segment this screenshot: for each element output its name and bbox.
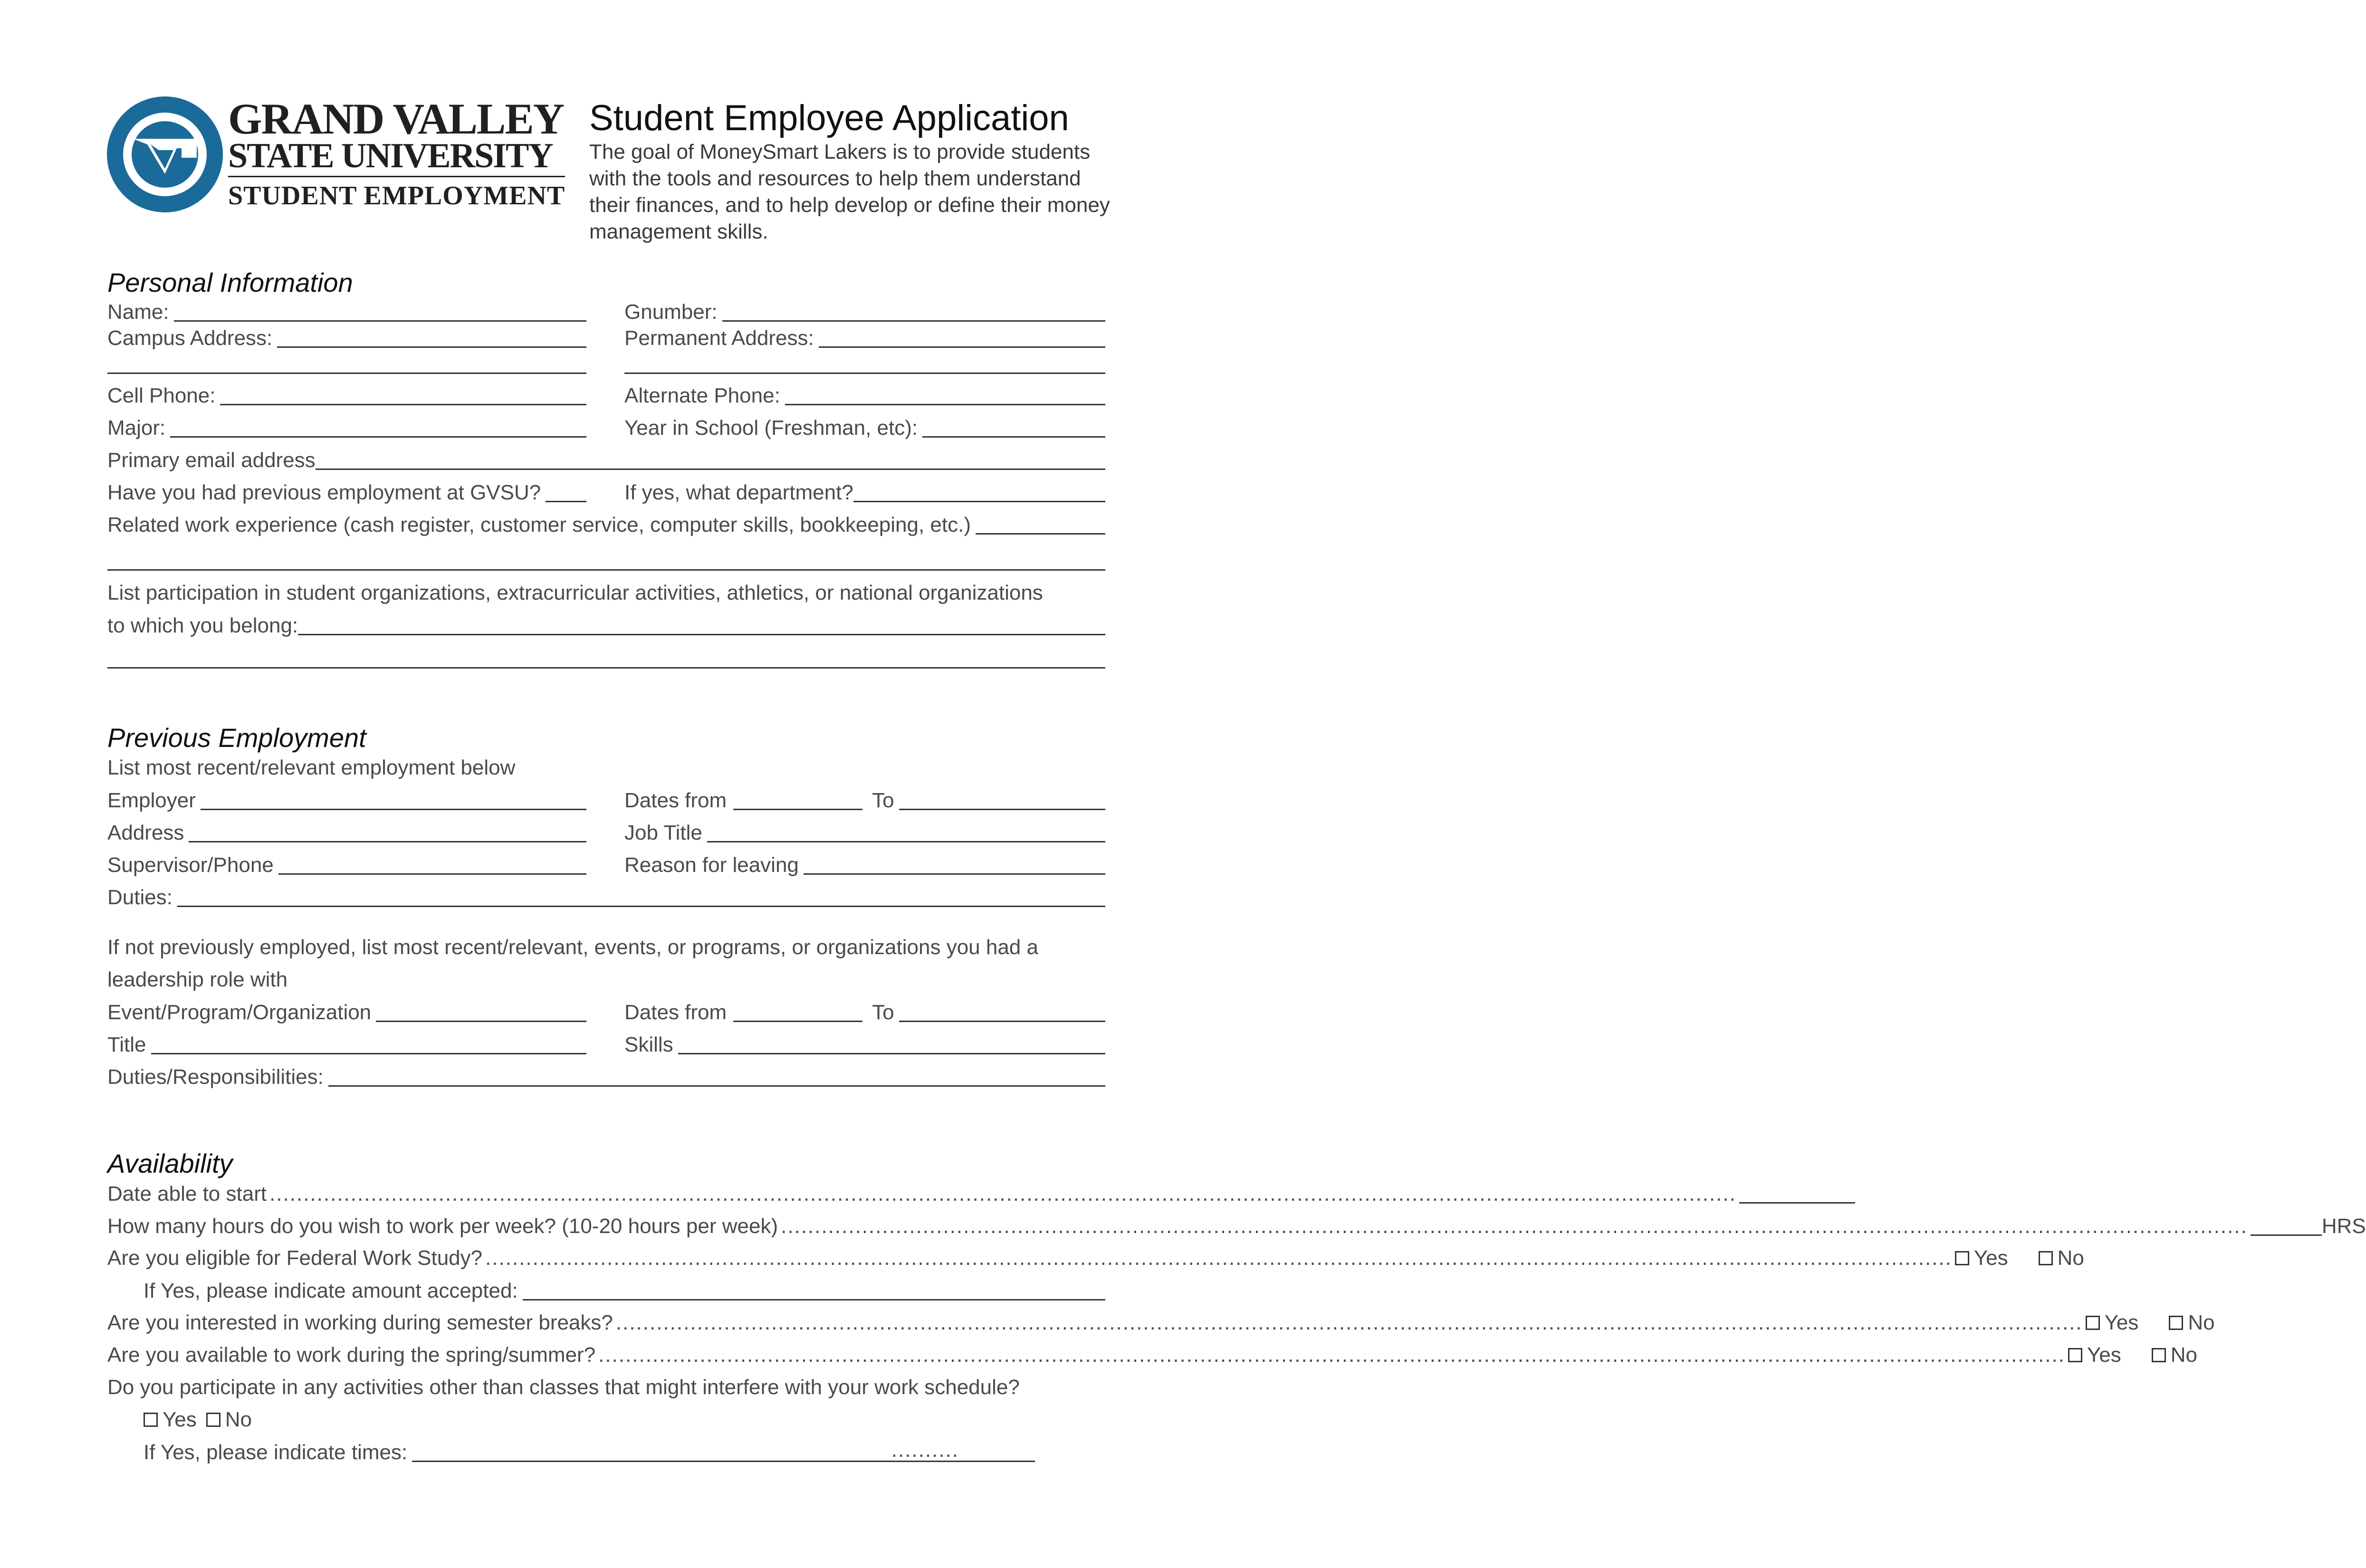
gnumber-line[interactable] <box>722 299 1105 322</box>
event-dates-from-label: Dates from <box>624 1001 727 1024</box>
gnumber-label: Gnumber: <box>624 300 718 324</box>
checkbox-icon[interactable] <box>144 1413 158 1427</box>
times-label: If Yes, please indicate times: <box>144 1441 408 1464</box>
responsibilities-label: Duties/Responsibilities: <box>107 1065 324 1089</box>
skills-line[interactable] <box>678 1032 1105 1054</box>
employer-address-line[interactable] <box>189 820 586 842</box>
year-in-school-label: Year in School (Freshman, etc): <box>624 416 918 440</box>
year-in-school-line[interactable] <box>922 415 1105 438</box>
start-date-leader: ......................................................................................................................................................................................................................... <box>269 1182 1736 1205</box>
breaks-yes[interactable] <box>2086 1310 2139 1335</box>
previous-gvsu-line[interactable] <box>546 480 586 502</box>
checkbox-icon[interactable] <box>1955 1251 1969 1265</box>
skills-field[interactable] <box>624 1032 1105 1057</box>
not-employed-prompt-2 <box>107 967 1105 992</box>
activities-no-label: No <box>225 1408 252 1431</box>
breaks-yes-label: Yes <box>2104 1311 2139 1334</box>
event-label: Event/Program/Organization <box>107 1001 372 1024</box>
gvsu-logo <box>105 95 565 219</box>
permanent-address-field[interactable] <box>624 325 1105 351</box>
skills-label: Skills <box>624 1033 673 1056</box>
times-field[interactable] <box>144 1440 1035 1465</box>
dates-from-label: Dates from <box>624 789 727 812</box>
employer-field[interactable] <box>107 788 586 813</box>
logo-line-2: STATE UNIVERSITY <box>228 136 553 175</box>
dates-to-label: To <box>872 789 894 812</box>
email-line[interactable] <box>316 448 1105 470</box>
department-field[interactable] <box>624 480 1105 505</box>
dates-from-line[interactable] <box>733 788 862 810</box>
summer-no-label: No <box>2170 1343 2197 1367</box>
supervisor-line[interactable] <box>278 852 586 875</box>
reason-line[interactable] <box>804 852 1105 875</box>
work-study-yes[interactable] <box>1955 1246 2008 1271</box>
name-label: Name: <box>107 300 169 324</box>
logo-line-3: STUDENT EMPLOYMENT <box>228 176 565 212</box>
start-date-line[interactable] <box>1739 1181 1855 1204</box>
work-study-label: Are you eligible for Federal Work Study? <box>107 1246 483 1270</box>
major-label: Major: <box>107 416 166 440</box>
previous-employment-heading: Previous Employment <box>107 723 366 753</box>
title-line[interactable] <box>151 1032 587 1054</box>
hours-line[interactable] <box>2251 1214 2322 1236</box>
campus-address-line-2[interactable] <box>107 373 586 374</box>
hours-leader: ......................................................................................................................................................................................................................... <box>781 1214 2248 1238</box>
employer-line[interactable] <box>201 788 586 810</box>
email-field[interactable] <box>107 448 1105 473</box>
times-line[interactable] <box>412 1440 1035 1462</box>
summer-label: Are you available to work during the spring/summer? <box>107 1343 596 1367</box>
work-study-yes-label: Yes <box>1973 1246 2008 1270</box>
breaks-label: Are you interested in working during semester breaks? <box>107 1311 613 1334</box>
related-work-label: Related work experience (cash register, customer service, computer skills, bookkeeping, etc.) <box>107 513 971 536</box>
activities-prompt <box>107 1375 1105 1400</box>
title-label: Title <box>107 1033 146 1056</box>
hours-field[interactable] <box>107 1214 2366 1239</box>
major-field[interactable] <box>107 415 586 440</box>
breaks-leader: ......................................................................................................................................................................................................................... <box>615 1311 2083 1334</box>
logo-line-1: GRAND VALLEY <box>228 95 564 143</box>
title-field[interactable] <box>107 1032 586 1057</box>
checkbox-icon[interactable] <box>206 1413 220 1427</box>
summer-yes-label: Yes <box>2087 1343 2121 1367</box>
previous-employment-subheading <box>107 755 515 780</box>
checkbox-icon[interactable] <box>2152 1348 2166 1362</box>
organizations-label-1: List participation in student organizations, extracurricular activities, athletics, or national organizations <box>107 581 1043 604</box>
responsibilities-line[interactable] <box>328 1064 1105 1087</box>
alternate-phone-label: Alternate Phone: <box>624 384 780 407</box>
activities-label: Do you participate in any activities other than classes that might interfere with your work schedule? <box>107 1376 1020 1399</box>
breaks-no[interactable] <box>2169 1310 2214 1335</box>
amount-line[interactable] <box>523 1278 1105 1300</box>
responsibilities-field[interactable] <box>107 1064 1105 1090</box>
start-date-field[interactable] <box>107 1181 1736 1206</box>
email-label: Primary email address <box>107 449 316 472</box>
activities-options[interactable] <box>144 1407 252 1432</box>
employer-address-label: Address <box>107 821 184 844</box>
organizations-field[interactable] <box>107 613 1105 638</box>
previous-subheading-label: List most recent/relevant employment below <box>107 756 516 779</box>
supervisor-label: Supervisor/Phone <box>107 853 274 877</box>
amount-field[interactable] <box>144 1278 1105 1303</box>
reason-label: Reason for leaving <box>624 853 799 877</box>
activities-no[interactable] <box>206 1407 252 1432</box>
breaks-field[interactable] <box>107 1310 2215 1335</box>
duties-label: Duties: <box>107 886 172 909</box>
times-leader: .......... <box>891 1438 959 1462</box>
page-title: Student Employee Application <box>589 98 1069 138</box>
work-study-leader: ......................................................................................................................................................................................................................... <box>485 1246 1952 1270</box>
event-field[interactable] <box>107 1000 586 1025</box>
checkbox-icon[interactable] <box>2169 1316 2183 1330</box>
event-dates-from-line[interactable] <box>733 1000 862 1022</box>
supervisor-field[interactable] <box>107 852 586 878</box>
organizations-label-2: to which you belong: <box>107 614 298 637</box>
duties-field[interactable] <box>107 885 1105 910</box>
job-title-label: Job Title <box>624 821 702 844</box>
permanent-address-line-2[interactable] <box>624 373 1105 374</box>
checkbox-icon[interactable] <box>2086 1316 2100 1330</box>
gnumber-field[interactable] <box>624 299 1105 325</box>
breaks-no-label: No <box>2188 1311 2215 1334</box>
summer-yes[interactable] <box>2068 1343 2121 1367</box>
summer-leader: ......................................................................................................................................................................................................................... <box>598 1343 2065 1367</box>
duties-line[interactable] <box>177 885 1105 907</box>
previous-gvsu-field[interactable] <box>107 480 586 505</box>
cell-phone-label: Cell Phone: <box>107 384 216 407</box>
name-line[interactable] <box>174 299 586 322</box>
cell-phone-field[interactable] <box>107 383 586 408</box>
checkbox-icon[interactable] <box>2039 1251 2053 1265</box>
work-study-field[interactable] <box>107 1246 2084 1271</box>
availability-heading: Availability <box>107 1148 233 1178</box>
department-line[interactable] <box>853 480 1105 502</box>
year-in-school-field[interactable] <box>624 415 1105 440</box>
alternate-phone-field[interactable] <box>624 383 1105 408</box>
summer-no[interactable] <box>2152 1343 2197 1367</box>
campus-address-field[interactable] <box>107 325 586 351</box>
activities-yes-label: Yes <box>163 1408 197 1431</box>
alternate-phone-line[interactable] <box>785 383 1105 405</box>
hrs-label: HRS <box>2321 1214 2366 1238</box>
work-study-no[interactable] <box>2039 1246 2084 1271</box>
hours-label: How many hours do you wish to work per week? (10-20 hours per week) <box>107 1214 778 1238</box>
start-date-label: Date able to start <box>107 1182 267 1205</box>
organizations-line[interactable] <box>298 613 1105 635</box>
related-work-field[interactable] <box>107 512 1105 537</box>
employer-label: Employer <box>107 789 196 812</box>
not-employed-label-1: If not previously employed, list most recent/relevant, events, or programs, or organizations you had a <box>107 936 1038 959</box>
checkbox-icon[interactable] <box>2068 1348 2082 1362</box>
job-title-line[interactable] <box>707 820 1105 842</box>
cell-phone-line[interactable] <box>220 383 586 405</box>
event-dates-to-line[interactable] <box>899 1000 1105 1022</box>
related-work-line-2[interactable] <box>107 569 1105 571</box>
not-employed-label-2: leadership role with <box>107 968 288 991</box>
personal-information-heading: Personal Information <box>107 268 353 297</box>
gvsu-emblem-icon <box>105 95 224 214</box>
reason-field[interactable] <box>624 852 1105 878</box>
previous-gvsu-label: Have you had previous employment at GVSU? <box>107 481 541 504</box>
event-line[interactable] <box>376 1000 586 1022</box>
not-employed-prompt <box>107 935 1105 960</box>
organizations-line-2[interactable] <box>107 667 1105 669</box>
event-dates-to-label: To <box>872 1001 894 1024</box>
dates-to-line[interactable] <box>899 788 1105 810</box>
related-work-line[interactable] <box>976 512 1105 535</box>
campus-address-label: Campus Address: <box>107 326 273 350</box>
event-dates-field[interactable] <box>624 1000 1105 1025</box>
job-title-field[interactable] <box>624 820 1105 845</box>
activities-yes[interactable] <box>144 1407 197 1432</box>
work-study-no-label: No <box>2057 1246 2084 1270</box>
employer-address-field[interactable] <box>107 820 586 845</box>
amount-label: If Yes, please indicate amount accepted: <box>144 1279 518 1302</box>
summer-field[interactable] <box>107 1343 2197 1367</box>
major-line[interactable] <box>170 415 586 438</box>
dates-field[interactable] <box>624 788 1105 813</box>
intro-text: The goal of MoneySmart Lakers is to provide students with the tools and resources to help them understand their finances, and to help develop or define their money management skills. <box>589 140 1110 243</box>
name-field[interactable] <box>107 299 586 325</box>
department-label: If yes, what department? <box>624 481 853 504</box>
campus-address-line[interactable] <box>277 325 586 348</box>
permanent-address-label: Permanent Address: <box>624 326 814 350</box>
permanent-address-line[interactable] <box>819 325 1105 348</box>
logo-wordmark <box>228 95 565 212</box>
organizations-prompt <box>107 581 1105 605</box>
